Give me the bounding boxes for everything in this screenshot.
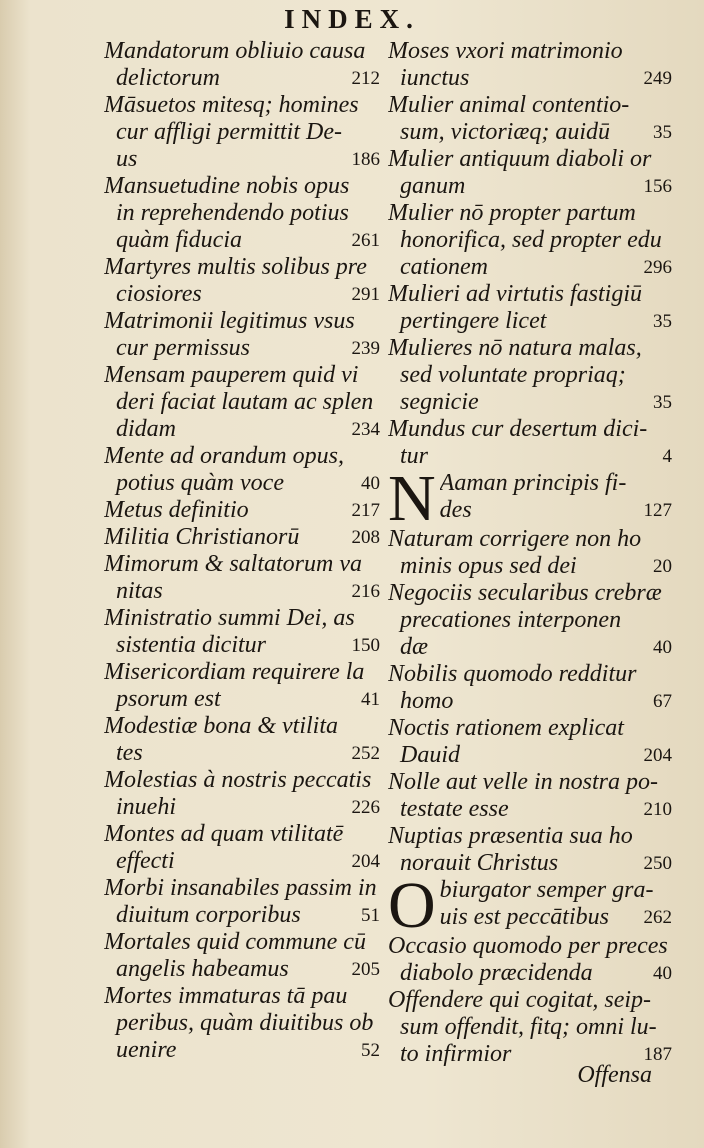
entry-text: Māsuetos mitesq; homines <box>104 92 359 118</box>
entry-line <box>104 956 380 983</box>
entry-line <box>388 960 672 987</box>
entry-line <box>388 92 672 119</box>
index-entry <box>104 173 380 254</box>
entry-line <box>388 389 672 416</box>
entry-line <box>388 443 672 470</box>
entry-line <box>388 200 672 227</box>
page-number: 252 <box>351 743 380 764</box>
index-entry <box>388 146 672 200</box>
entry-text: Mulier animal contentio- <box>388 92 630 118</box>
drop-initial: N <box>388 470 436 526</box>
entry-text: sum offendit, fitq; omni lu- <box>400 1014 657 1040</box>
entry-line <box>440 497 672 524</box>
page-number: 4 <box>662 446 672 467</box>
index-entry <box>388 416 672 470</box>
entry-line <box>388 38 672 65</box>
index-entry <box>388 987 672 1068</box>
index-entry <box>388 769 672 823</box>
entry-text: Nuptias præsentia sua ho <box>388 823 633 849</box>
entry-text: Martyres multis solibus pre <box>104 254 367 280</box>
page-number: 234 <box>351 419 380 440</box>
entry-text: Modestiæ bona & vtilita <box>104 713 338 739</box>
entry-text: Offendere qui cogitat, seip- <box>388 987 652 1013</box>
entry-text: Ministratio summi Dei, as <box>104 605 355 631</box>
entry-text: Occasio quomodo per preces <box>388 933 668 959</box>
index-entry <box>104 308 380 362</box>
page-number: 40 <box>653 963 672 984</box>
page-number: 208 <box>351 527 380 548</box>
page-number: 127 <box>643 500 672 521</box>
index-entry <box>104 659 380 713</box>
page-number: 205 <box>351 959 380 980</box>
page-number: 262 <box>643 907 672 928</box>
entry-line <box>388 416 672 443</box>
page-number: 51 <box>361 905 380 926</box>
page-number: 216 <box>351 581 380 602</box>
entry-line <box>388 987 672 1014</box>
page-number: 150 <box>351 635 380 656</box>
entry-text: honorifica, sed propter edu <box>400 227 662 253</box>
entry-line <box>104 794 380 821</box>
entry-text: minis opus sed dei <box>400 553 577 579</box>
entry-text: sed voluntate propriaq; <box>400 362 626 388</box>
entry-text: homo <box>400 688 454 714</box>
entry-text: Mulier antiquum diaboli or <box>388 146 652 172</box>
entry-text: Mansuetudine nobis opus <box>104 173 350 199</box>
page-number: 35 <box>653 392 672 413</box>
entry-text: to infirmior <box>400 1041 512 1067</box>
entry-line <box>104 578 380 605</box>
index-entry <box>104 38 380 92</box>
entry-line <box>104 983 380 1010</box>
index-entry <box>388 933 672 987</box>
index-entry <box>388 281 672 335</box>
entry-text: des <box>439 497 472 523</box>
index-entry <box>104 929 380 983</box>
entry-line <box>440 877 672 904</box>
entry-line <box>388 281 672 308</box>
page-number: 187 <box>643 1044 672 1065</box>
entry-line <box>388 715 672 742</box>
entry-text: dæ <box>400 634 429 660</box>
entry-text: peribus, quàm diuitibus ob <box>116 1010 374 1036</box>
entry-line <box>104 902 380 929</box>
entry-text: delictorum <box>116 65 220 91</box>
entry-line <box>388 796 672 823</box>
entry-line <box>440 470 672 497</box>
entry-text: cationem <box>400 254 488 280</box>
entry-text: Matrimonii legitimus vsus <box>104 308 355 334</box>
entry-line <box>104 1037 380 1064</box>
entry-text: Nolle aut velle in nostra po- <box>388 769 658 795</box>
entry-line <box>440 904 672 931</box>
entry-text: potius quàm voce <box>116 470 284 496</box>
index-entry <box>104 767 380 821</box>
index-entry <box>104 92 380 173</box>
entry-line <box>104 470 380 497</box>
page-number: 40 <box>361 473 380 494</box>
entry-line <box>104 335 380 362</box>
entry-line <box>104 308 380 335</box>
entry-line <box>104 281 380 308</box>
entry-line <box>388 769 672 796</box>
entry-text: angelis habeamus <box>116 956 289 982</box>
entry-text: Mente ad orandum opus, <box>104 443 344 469</box>
entry-text: in reprehendendo potius <box>116 200 349 226</box>
page-number: 250 <box>643 853 672 874</box>
entry-text: Militia Christianorū <box>104 524 300 550</box>
entry-text: diabolo præcidenda <box>400 960 593 986</box>
entry-line <box>104 929 380 956</box>
entry-text: biurgator semper gra- <box>439 877 654 903</box>
entry-text: pertingere licet <box>400 308 547 334</box>
entry-text: iunctus <box>400 65 470 91</box>
index-entry <box>388 823 672 877</box>
index-entry <box>104 497 380 524</box>
entry-line <box>388 580 672 607</box>
entry-text: diuitum corporibus <box>116 902 301 928</box>
page-number: 20 <box>653 556 672 577</box>
entry-line <box>388 362 672 389</box>
entry-text: Mandatorum obliuio causa <box>104 38 366 64</box>
entry-text: Mulieres nō natura malas, <box>388 335 642 361</box>
entry-text: inuehi <box>116 794 176 820</box>
entry-text: quàm fiducia <box>116 227 242 253</box>
entry-line <box>104 443 380 470</box>
index-column-left <box>104 38 380 1064</box>
entry-line <box>388 146 672 173</box>
entry-text: Morbi insanabiles passim in <box>104 875 377 901</box>
page-number: 212 <box>351 68 380 89</box>
entry-line <box>388 688 672 715</box>
entry-line <box>104 227 380 254</box>
entry-text: Metus definitio <box>104 497 249 523</box>
catchword: Offensa <box>577 1062 652 1088</box>
index-entry <box>388 335 672 416</box>
entry-text: cur affligi permittit De- <box>116 119 342 145</box>
entry-line <box>388 850 672 877</box>
entry-text: Mimorum & saltatorum va <box>104 551 362 577</box>
entry-line <box>388 227 672 254</box>
entry-text: testate esse <box>400 796 509 822</box>
entry-line <box>388 607 672 634</box>
index-entry <box>104 713 380 767</box>
entry-line <box>104 848 380 875</box>
entry-text: segnicie <box>400 389 479 415</box>
page-number: 41 <box>361 689 380 710</box>
entry-line <box>388 742 672 769</box>
page-number: 35 <box>653 122 672 143</box>
page-number: 156 <box>643 176 672 197</box>
page-number: 204 <box>351 851 380 872</box>
entry-line <box>104 632 380 659</box>
entry-line <box>388 335 672 362</box>
entry-text: Mensam pauperem quid vi <box>104 362 359 388</box>
entry-text: tes <box>116 740 143 766</box>
entry-line <box>388 1014 672 1041</box>
index-entry <box>388 470 672 526</box>
index-entry <box>388 661 672 715</box>
index-column-right <box>388 38 672 1068</box>
entry-line <box>388 254 672 281</box>
entry-line <box>104 416 380 443</box>
page-number: 249 <box>643 68 672 89</box>
entry-line <box>388 65 672 92</box>
page-number: 204 <box>643 745 672 766</box>
index-entry <box>104 362 380 443</box>
entry-text: uenire <box>116 1037 177 1063</box>
page-number: 186 <box>351 149 380 170</box>
entry-line <box>104 686 380 713</box>
entry-text: ganum <box>400 173 466 199</box>
entry-line <box>104 254 380 281</box>
index-entry <box>388 580 672 661</box>
entry-text: ciosiores <box>116 281 202 307</box>
index-entry <box>388 38 672 92</box>
entry-line <box>104 821 380 848</box>
entry-line <box>104 551 380 578</box>
index-entry <box>104 443 380 497</box>
entry-text: Dauid <box>400 742 460 768</box>
entry-line <box>104 713 380 740</box>
entry-text: effecti <box>116 848 175 874</box>
entry-text: Naturam corrigere non ho <box>388 526 642 552</box>
index-entry <box>388 877 672 933</box>
page-number: 52 <box>361 1040 380 1061</box>
entry-line <box>104 1010 380 1037</box>
entry-text: cur permissus <box>116 335 251 361</box>
entry-line <box>388 661 672 688</box>
page-number: 67 <box>653 691 672 712</box>
entry-text: sistentia dicitur <box>116 632 266 658</box>
entry-line <box>104 605 380 632</box>
page-number: 217 <box>351 500 380 521</box>
index-entry <box>104 551 380 605</box>
drop-initial: O <box>388 877 436 933</box>
entry-text: norauit Christus <box>400 850 559 876</box>
entry-line <box>388 119 672 146</box>
entry-text: tur <box>400 443 429 469</box>
entry-line <box>104 173 380 200</box>
entry-line <box>104 389 380 416</box>
entry-line <box>104 767 380 794</box>
entry-line <box>388 823 672 850</box>
entry-line <box>104 65 380 92</box>
entry-text: Molestias à nostris peccatis <box>104 767 372 793</box>
page-number: 261 <box>351 230 380 251</box>
index-entry <box>388 92 672 146</box>
entry-line <box>388 173 672 200</box>
entry-line <box>388 526 672 553</box>
entry-line <box>104 146 380 173</box>
entry-text: Nobilis quomodo redditur <box>388 661 637 687</box>
entry-line <box>104 524 380 551</box>
entry-text: Moses vxori matrimonio <box>388 38 623 64</box>
entry-line <box>104 119 380 146</box>
page-number: 291 <box>351 284 380 305</box>
page-number: 210 <box>643 799 672 820</box>
index-entry <box>104 983 380 1064</box>
index-entry <box>104 821 380 875</box>
index-entry <box>104 254 380 308</box>
entry-text: Mundus cur desertum dici- <box>388 416 648 442</box>
entry-line <box>388 634 672 661</box>
index-entry <box>104 875 380 929</box>
entry-text: us <box>116 146 138 172</box>
entry-text: Mulieri ad virtutis fastigiū <box>388 281 643 307</box>
entry-text: precationes interponen <box>400 607 622 633</box>
entry-text: nitas <box>116 578 163 604</box>
entry-line <box>388 308 672 335</box>
page-header: INDEX. <box>284 4 420 34</box>
entry-text: sum, victoriæq; auidū <box>400 119 610 145</box>
entry-line <box>104 875 380 902</box>
entry-text: Mortes immaturas tā pau <box>104 983 348 1009</box>
entry-line <box>104 740 380 767</box>
entry-line <box>388 553 672 580</box>
page-number: 226 <box>351 797 380 818</box>
page-number: 239 <box>351 338 380 359</box>
page-number: 40 <box>653 637 672 658</box>
entry-text: Montes ad quam vtilitatē <box>104 821 344 847</box>
entry-text: didam <box>116 416 176 442</box>
page-number: 35 <box>653 311 672 332</box>
entry-line <box>388 933 672 960</box>
entry-text: Negociis secularibus crebræ <box>388 580 662 606</box>
entry-text: Noctis rationem explicat <box>388 715 624 741</box>
entry-text: Misericordiam requirere la <box>104 659 365 685</box>
entry-line <box>104 200 380 227</box>
entry-line <box>104 497 380 524</box>
entry-text: deri faciat lautam ac splen <box>116 389 374 415</box>
index-entry <box>104 605 380 659</box>
index-entry <box>388 715 672 769</box>
entry-text: Mulier nō propter partum <box>388 200 636 226</box>
entry-text: psorum est <box>116 686 221 712</box>
entry-line <box>104 38 380 65</box>
entry-line <box>104 659 380 686</box>
index-entry <box>388 526 672 580</box>
page-number: 296 <box>643 257 672 278</box>
entry-text: uis est peccātibus <box>439 904 609 930</box>
index-entry <box>104 524 380 551</box>
entry-line <box>104 362 380 389</box>
entry-text: Mortales quid commune cū <box>104 929 366 955</box>
entry-text: Aaman principis fi- <box>439 470 627 496</box>
entry-line <box>104 92 380 119</box>
index-entry <box>388 200 672 281</box>
